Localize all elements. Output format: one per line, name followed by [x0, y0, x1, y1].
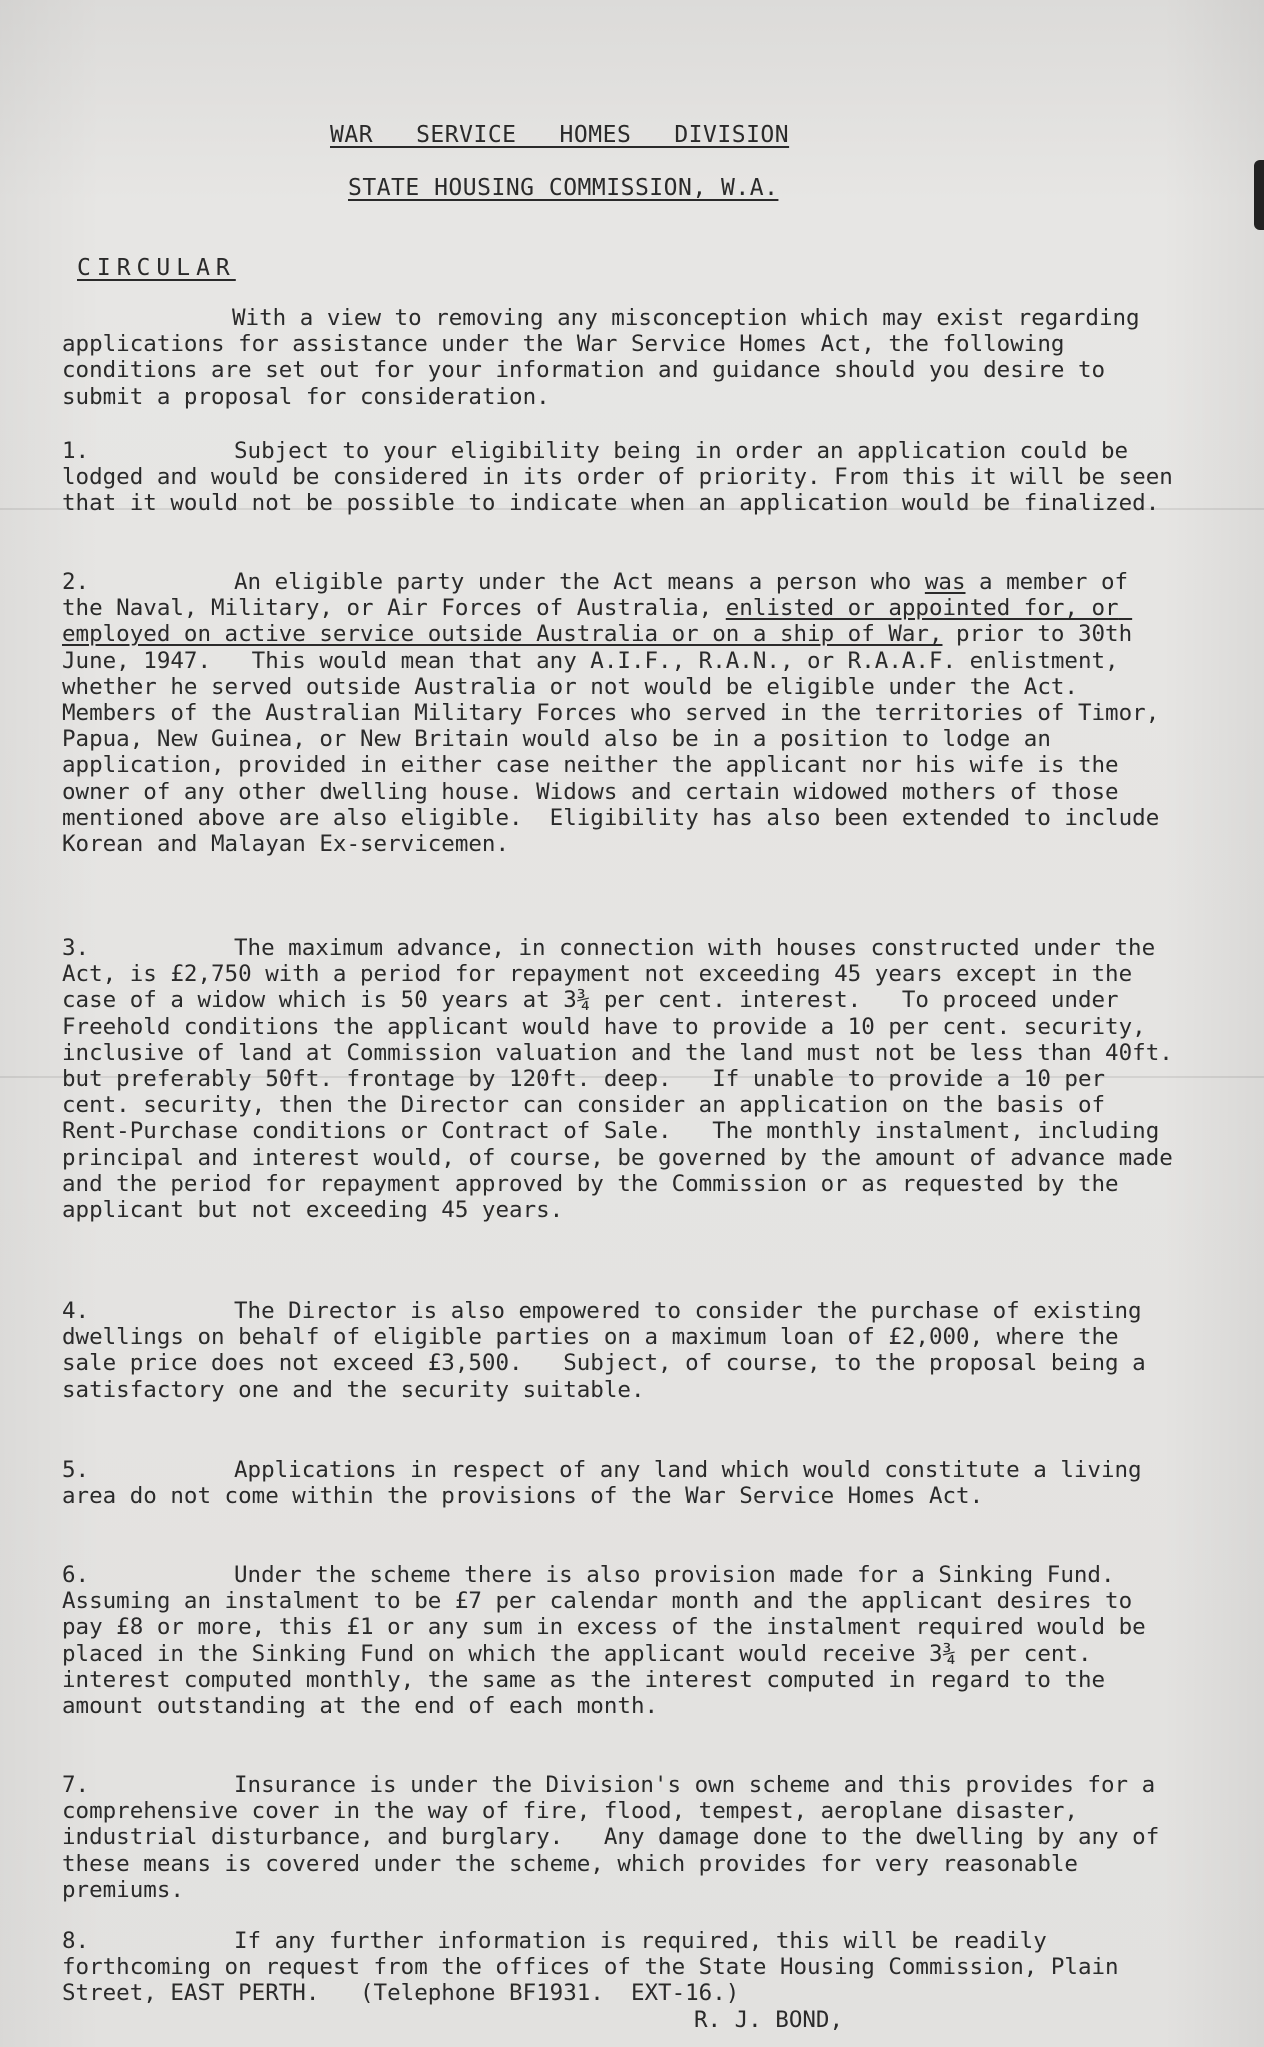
- underlined-text: was: [924, 569, 966, 595]
- paragraph-number: 1.: [62, 438, 90, 464]
- paragraph-text: Subject to your eligibility being in order an application could be lodged and would be considered in its order of priority. From this it will be seen that it would not be possible to indicate when an application would be finalized.: [62, 438, 1187, 517]
- paragraph-number: 8.: [62, 1928, 90, 1954]
- paragraph-number: 5.: [62, 1457, 90, 1483]
- commission-heading: STATE HOUSING COMMISSION, W.A.: [348, 175, 779, 201]
- paragraph-number: 6.: [62, 1562, 90, 1588]
- paragraph-text: prior to 30th June, 1947. This would mean that any A.I.F., R.A.N., or R.A.A.F. enlistment, whether he served outside Australia or not would be eligible under the Act. Members of the Australian Military Forces who served in the territories of Timor, Papua, New Guinea, or New Britain would also be in a position to lodge an application, provided in either case neither the applicant nor his wife is the owner of any other dwelling house. Widows and certain widowed mothers of those mentioned above are also eligible. Eligibility has also been extended to include Korean and Malayan Ex-servicemen.: [62, 621, 1173, 858]
- paragraph-text: Under the scheme there is also provision made for a Sinking Fund. Assuming an instalment to be £7 per calendar month and the applicant desires to pay £8 or more, this £1 or any sum in excess of the instalment required would be placed in the Sinking Fund on which the applicant would receive 3¾ per cent. interest computed monthly, the same as the interest computed in regard to the amount outstanding at the end of each month.: [62, 1562, 1160, 1720]
- paragraph-number: 2.: [62, 569, 90, 595]
- paragraph-text: The Director is also empowered to consider the purchase of existing dwellings on behalf of eligible parties on a maximum loan of £2,000, where the sale price does not exceed £3,500. Subject, of course, to the proposal being a satisfactory one and the security suitable.: [62, 1298, 1160, 1403]
- paragraph-1: [62, 438, 1187, 517]
- paragraph-7: [62, 1772, 1182, 1903]
- division-heading: WAR SERVICE HOMES DIVISION: [330, 122, 790, 148]
- paragraph-text: Insurance is under the Division's own scheme and this provides for a comprehensive cover in the way of fire, flood, tempest, aeroplane disaster, industrial disturbance, and burglary. Any damage done to the dwelling by any of these means is covered under the scheme, which provides for very reasonable premiums.: [62, 1772, 1173, 1903]
- paragraph-text: Applications in respect of any land which would constitute a living area do not come within the provisions of the War Service Homes Act.: [62, 1457, 1156, 1510]
- paragraph-6: [62, 1562, 1182, 1719]
- paragraph-5: [62, 1457, 1182, 1509]
- paragraph-text: a member of the Naval, Military, or Air Forces of Australia,: [62, 569, 1142, 622]
- underlined-text: enlisted or appointed for, or employed on active service outside Australia or on a ship of War,: [62, 595, 1133, 648]
- paragraph-number: 3.: [62, 935, 90, 961]
- paragraph-2: [62, 569, 1182, 857]
- paragraph-text: An eligible party under the Act means a person who: [234, 569, 925, 595]
- paragraph-text: If any further information is required, this will be readily forthcoming on request from the offices of the State Housing Commission, Plain Street, EAST PERTH. (Telephone BF1931. EXT-16.): [62, 1928, 1133, 2007]
- signature-name: R. J. BOND,: [694, 2007, 844, 2033]
- intro-text: With a view to removing any misconception which may exist regarding applications for assistance under the War Service Homes Act, the following conditions are set out for your information and guidance should you desire to submit a proposal for consideration.: [62, 305, 1154, 410]
- paragraph-8: [62, 1928, 1182, 2007]
- intro-paragraph: [62, 305, 1182, 410]
- circular-label: CIRCULAR: [77, 255, 236, 281]
- paragraph-number: 4.: [62, 1298, 90, 1324]
- paragraph-number: 7.: [62, 1772, 90, 1798]
- paragraph-4: [62, 1298, 1182, 1403]
- paragraph-3: [62, 935, 1187, 1224]
- paper-edge-mark: [1254, 160, 1264, 230]
- paragraph-text: The maximum advance, in connection with houses constructed under the Act, is £2,750 with a period for repayment not exceeding 45 years except in the case of a widow which is 50 years at 3¾ per cent. interest. To proceed under Freehold conditions the applicant would have to provide a 10 per cent. security, inclusive of land at Commission valuation and the land must not be less than 40ft. but preferably 50ft. frontage by 120ft. deep. If unable to provide a 10 per cent. security, then the Director can consider an application on the basis of Rent-Purchase conditions or Contract of Sale. The monthly instalment, including principal and interest would, of course, be governed by the amount of advance made and the period for repayment approved by the Commission or as requested by the applicant but not exceeding 45 years.: [62, 935, 1187, 1224]
